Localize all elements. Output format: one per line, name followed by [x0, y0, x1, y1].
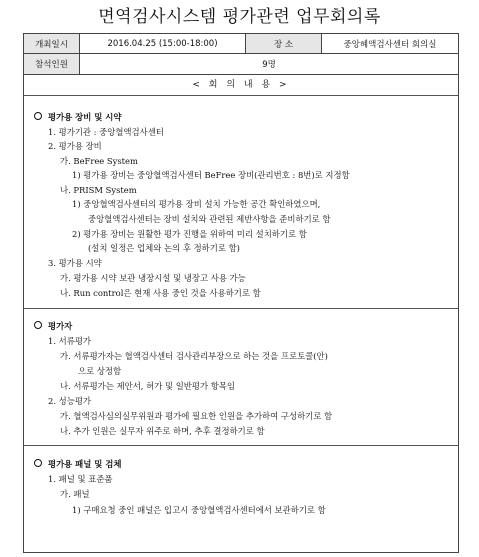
place-value: 중앙혜액검사센터 회의실 [343, 39, 437, 50]
list-item: 1) 중앙혈액검사센터의 평가용 장비 설치 가능한 공간 확인하였으며, [72, 199, 321, 209]
attendees-value: 9명 [262, 60, 276, 70]
place-label: 장 소 [246, 34, 322, 53]
section-heading: 평가자 [34, 320, 72, 332]
circle-bullet-icon [34, 459, 42, 467]
list-item: 가. 혈액검사심의실무위원과 평가에 필요한 인원을 추가하여 구성하기로 함 [60, 411, 333, 421]
list-item: 2. 성능평가 [48, 396, 92, 406]
list-item: 나. Run control은 현재 사용 중인 것을 사용하기로 함 [60, 288, 261, 298]
attendees-label: 참석인원 [24, 54, 80, 74]
circle-bullet-icon [34, 112, 42, 120]
list-item: 1) 구매요청 중인 패널은 입고시 중앙혈액검사센터에서 보관하기로 함 [72, 505, 326, 515]
list-item: (설치 일정은 업체와 논의 후 정하기로 함) [88, 243, 240, 253]
divider [24, 95, 458, 96]
divider [24, 308, 458, 309]
list-item: 1. 서류평가 [48, 336, 92, 346]
list-item: 중앙혈액검사센터는 장비 설치와 관련된 제반사항을 준비하기로 함 [88, 214, 331, 224]
header-row-datetime [24, 34, 458, 54]
document-title: 면역검사시스템 평가관련 업무회의록 [98, 7, 381, 27]
list-item: 1. 평가기관 : 중앙혈액검사센터 [48, 127, 164, 137]
list-item: 1. 패널 및 표준품 [48, 474, 113, 484]
list-item: 가. BeFree System [60, 156, 138, 166]
section-heading: 평가용 장비 및 시약 [34, 111, 121, 123]
list-item: 1) 평가용 장비는 중앙혈액검사센터 BeFree 장비(관리번호 : 8번)로 지정함 [72, 170, 350, 180]
list-item: 나. PRISM System [60, 185, 137, 195]
datetime-value: 2016.04.25 (15:00-18:00) [80, 34, 246, 53]
list-item: 나. 추가 인원은 실무자 위주로 하며, 추후 결정하기로 함 [60, 426, 265, 436]
list-item: 2. 평가용 장비 [48, 141, 102, 151]
list-item: 가. 패널 [60, 489, 90, 499]
list-item: 나. 서류평가는 제안서, 허가 및 일반평가 항목임 [60, 381, 236, 391]
list-item: 가. 서류평가자는 혈액검사센터 검사관리부장으로 하는 것을 프로토콜(안) [60, 351, 328, 361]
list-item: 3. 평가용 시약 [48, 258, 102, 268]
divider [24, 445, 458, 446]
minutes-frame [23, 33, 459, 553]
header-row-attendees [24, 54, 458, 75]
datetime-label: 개최일시 [24, 34, 80, 53]
list-item: 가. 평가용 시약 보관 냉장시설 및 냉장고 사용 가능 [60, 273, 246, 283]
circle-bullet-icon [34, 321, 42, 329]
list-item: 2) 평가용 장비는 원활한 평가 진행을 위하여 미리 설치하기로 함 [72, 229, 307, 239]
content-heading: < 회 의 내 용 > [192, 80, 290, 90]
section-heading: 평가용 패널 및 검체 [34, 458, 121, 470]
list-item: 으로 상정함 [78, 366, 122, 376]
